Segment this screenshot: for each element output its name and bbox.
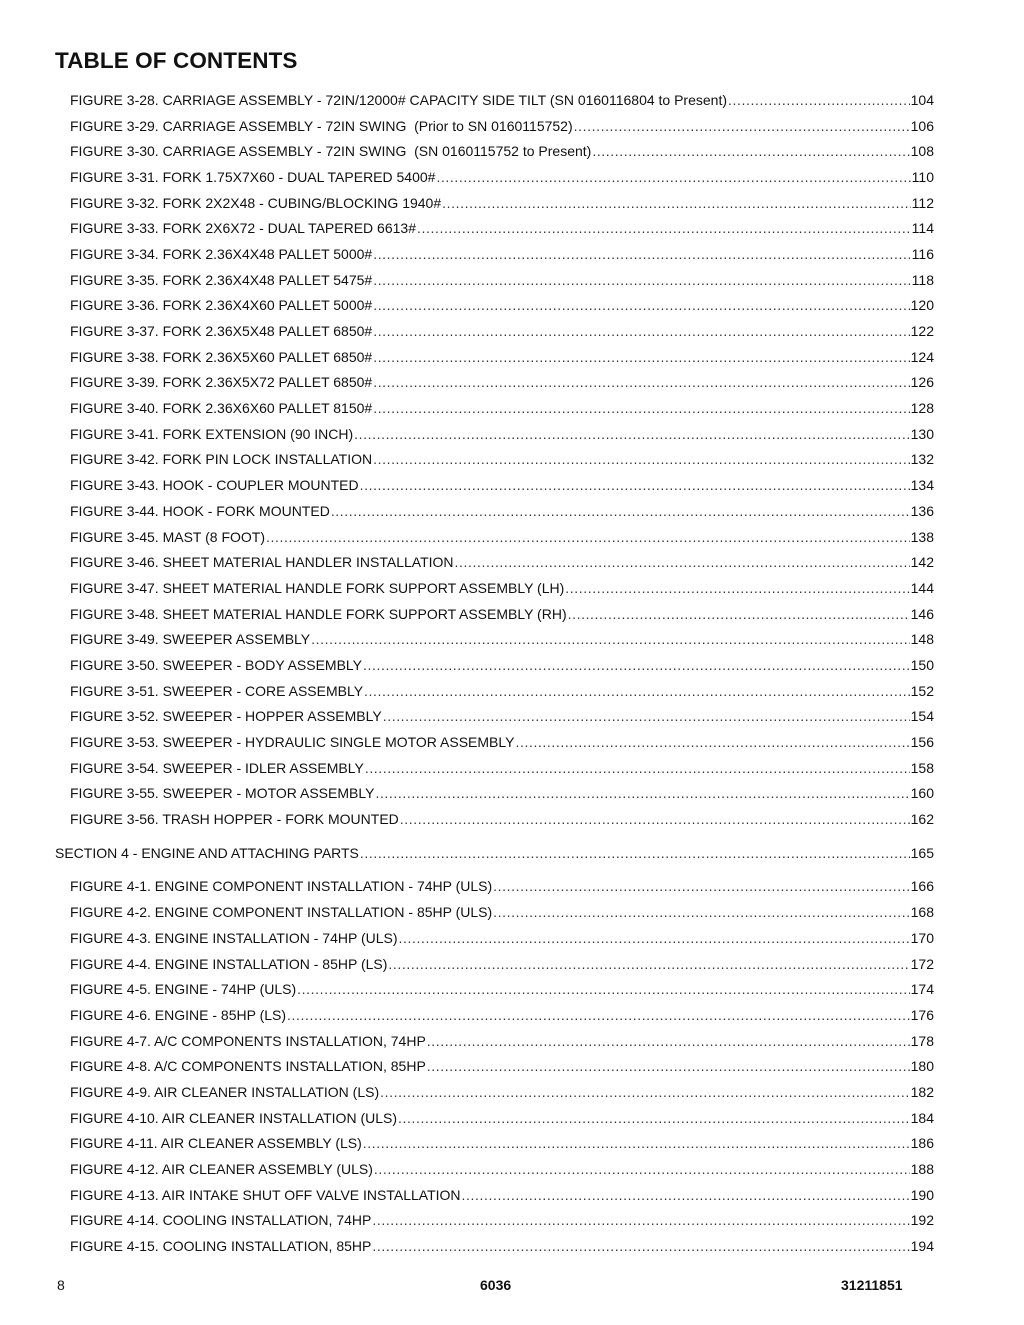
toc-entry-page-number: 168	[910, 904, 934, 921]
dot-leader	[331, 503, 910, 519]
toc-entry-label: FIGURE 4-13. AIR INTAKE SHUT OFF VALVE INSTALLATION	[70, 1186, 461, 1203]
dot-leader	[373, 400, 909, 416]
dot-leader	[372, 1212, 909, 1228]
dot-leader	[374, 1161, 910, 1177]
toc-figure-entry[interactable]	[0, 1002, 1024, 1028]
toc-figure-entry[interactable]	[0, 524, 1024, 550]
toc-figure-entry[interactable]	[0, 1079, 1024, 1105]
toc-figure-entry[interactable]	[0, 781, 1024, 807]
dot-leader	[427, 1033, 910, 1049]
toc-entry-page-number: 186	[910, 1135, 934, 1152]
footer-model: 6036	[480, 1277, 512, 1293]
toc-entry-label: FIGURE 3-36. FORK 2.36X4X60 PALLET 5000#	[70, 297, 373, 314]
toc-figure-entry[interactable]	[0, 344, 1024, 370]
toc-entry-label: SECTION 4 - ENGINE AND ATTACHING PARTS	[55, 844, 359, 861]
toc-entry-label: FIGURE 4-7. A/C COMPONENTS INSTALLATION, 74HP	[70, 1032, 426, 1049]
toc-entry-page-number: 116	[911, 245, 934, 262]
toc-entry-page-number: 128	[910, 400, 934, 417]
dot-leader	[398, 1110, 910, 1126]
toc-entry-label: FIGURE 3-37. FORK 2.36X5X48 PALLET 6850#	[70, 323, 373, 340]
toc-figure-entry[interactable]	[0, 704, 1024, 730]
toc-figure-entry[interactable]	[0, 190, 1024, 216]
toc-figure-entry[interactable]	[0, 549, 1024, 575]
dot-leader	[399, 930, 910, 946]
toc-figure-entry[interactable]	[0, 1208, 1024, 1234]
toc-entry-page-number: 162	[910, 811, 934, 828]
toc-entry-label: FIGURE 4-6. ENGINE - 85HP (LS)	[70, 1006, 287, 1023]
dot-leader	[442, 195, 911, 211]
dot-leader	[380, 1084, 910, 1100]
dot-leader	[373, 374, 909, 390]
dot-leader	[363, 657, 910, 673]
toc-figure-entry[interactable]	[0, 267, 1024, 293]
dot-leader	[427, 1058, 910, 1074]
toc-entry-label: FIGURE 3-34. FORK 2.36X4X48 PALLET 5000#	[70, 245, 373, 262]
toc-entry-label: FIGURE 4-9. AIR CLEANER INSTALLATION (LS)	[70, 1083, 380, 1100]
toc-figure-entry[interactable]	[0, 447, 1024, 473]
toc-entry-page-number: 148	[910, 631, 934, 648]
dot-leader	[565, 580, 909, 596]
dot-leader	[455, 554, 910, 570]
table-of-contents	[0, 87, 1024, 1259]
toc-entry-label: FIGURE 4-12. AIR CLEANER ASSEMBLY (ULS)	[70, 1161, 373, 1178]
dot-leader	[360, 477, 910, 493]
toc-entry-page-number: 194	[910, 1238, 934, 1255]
toc-figure-entry[interactable]	[0, 1131, 1024, 1157]
toc-entry-page-number: 178	[910, 1032, 934, 1049]
page-title: TABLE OF CONTENTS	[55, 48, 298, 73]
dot-leader	[354, 426, 909, 442]
toc-figure-entry[interactable]	[0, 652, 1024, 678]
dot-leader	[493, 904, 909, 920]
toc-entry-page-number: 158	[910, 759, 934, 776]
toc-figure-entry[interactable]	[0, 113, 1024, 139]
toc-entry-page-number: 156	[910, 734, 934, 751]
toc-entry-label: FIGURE 3-50. SWEEPER - BODY ASSEMBLY	[70, 656, 363, 673]
toc-figure-entry[interactable]	[0, 1028, 1024, 1054]
toc-entry-page-number: 132	[910, 451, 934, 468]
toc-entry-page-number: 112	[911, 194, 934, 211]
toc-entry-label: FIGURE 3-41. FORK EXTENSION (90 INCH)	[70, 425, 354, 442]
toc-entry-label: FIGURE 4-1. ENGINE COMPONENT INSTALLATION - 74HP (ULS)	[70, 878, 493, 895]
toc-entry-label: FIGURE 3-39. FORK 2.36X5X72 PALLET 6850#	[70, 374, 373, 391]
toc-entry-label: FIGURE 3-54. SWEEPER - IDLER ASSEMBLY	[70, 759, 364, 776]
toc-figure-entry[interactable]	[0, 138, 1024, 164]
toc-entry-label: FIGURE 3-46. SHEET MATERIAL HANDLER INSTALLATION	[70, 554, 454, 571]
toc-entry-label: FIGURE 3-42. FORK PIN LOCK INSTALLATION	[70, 451, 373, 468]
toc-figure-entry[interactable]	[0, 729, 1024, 755]
toc-figure-entry[interactable]	[0, 421, 1024, 447]
toc-entry-page-number: 152	[910, 682, 934, 699]
toc-entry-page-number: 188	[910, 1161, 934, 1178]
dot-leader	[373, 246, 910, 262]
toc-figure-entry[interactable]	[0, 678, 1024, 704]
toc-figure-entry[interactable]	[0, 899, 1024, 925]
toc-figure-entry[interactable]	[0, 472, 1024, 498]
toc-entry-label: FIGURE 4-5. ENGINE - 74HP (ULS)	[70, 981, 297, 998]
dot-leader	[365, 760, 910, 776]
toc-figure-entry[interactable]	[0, 318, 1024, 344]
toc-figure-entry[interactable]	[0, 951, 1024, 977]
toc-figure-entry[interactable]	[0, 806, 1024, 832]
toc-entry-page-number: 184	[910, 1109, 934, 1126]
toc-entry-page-number: 160	[910, 785, 934, 802]
dot-leader	[373, 297, 909, 313]
dot-leader	[388, 956, 909, 972]
toc-figure-entry[interactable]	[0, 498, 1024, 524]
dot-leader	[375, 785, 909, 801]
toc-entry-page-number: 170	[910, 929, 934, 946]
toc-entry-label: FIGURE 3-29. CARRIAGE ASSEMBLY - 72IN SWING (Prior to SN 0160115752)	[70, 117, 573, 134]
toc-entry-label: FIGURE 3-33. FORK 2X6X72 - DUAL TAPERED 6613#	[70, 220, 416, 237]
toc-entry-page-number: 174	[910, 981, 934, 998]
dot-leader	[364, 683, 910, 699]
toc-entry-label: FIGURE 4-10. AIR CLEANER INSTALLATION (ULS)	[70, 1109, 398, 1126]
toc-entry-page-number: 134	[910, 477, 934, 494]
toc-entry-page-number: 126	[910, 374, 934, 391]
dot-leader	[462, 1187, 910, 1203]
toc-entry-page-number: 146	[910, 605, 934, 622]
dot-leader	[515, 734, 909, 750]
footer-part-number: 31211851	[841, 1277, 903, 1293]
toc-entry-label: FIGURE 4-11. AIR CLEANER ASSEMBLY (LS)	[70, 1135, 362, 1152]
dot-leader	[568, 606, 910, 622]
toc-entry-page-number: 172	[910, 955, 934, 972]
dot-leader	[574, 118, 910, 134]
toc-figure-entry[interactable]	[0, 1156, 1024, 1182]
toc-entry-label: FIGURE 4-2. ENGINE COMPONENT INSTALLATION - 85HP (ULS)	[70, 904, 493, 921]
dot-leader	[311, 631, 909, 647]
toc-entry-page-number: 136	[910, 502, 934, 519]
toc-entry-page-number: 192	[910, 1212, 934, 1229]
toc-entry-page-number: 150	[910, 656, 934, 673]
toc-figure-entry[interactable]	[0, 1182, 1024, 1208]
dot-leader	[417, 220, 911, 236]
dot-leader	[400, 811, 910, 827]
toc-section-entry[interactable]	[0, 840, 1024, 866]
toc-entry-label: FIGURE 3-28. CARRIAGE ASSEMBLY - 72IN/12000# CAPACITY SIDE TILT (SN 0160116804 to Present)	[70, 91, 728, 108]
toc-entry-label: FIGURE 3-43. HOOK - COUPLER MOUNTED	[70, 477, 359, 494]
dot-leader	[373, 349, 909, 365]
toc-entry-page-number: 104	[910, 91, 934, 108]
toc-figure-entry[interactable]	[0, 755, 1024, 781]
toc-entry-label: FIGURE 3-52. SWEEPER - HOPPER ASSEMBLY	[70, 708, 382, 725]
toc-entry-page-number: 118	[911, 271, 934, 288]
toc-entry-label: FIGURE 3-31. FORK 1.75X7X60 - DUAL TAPERED 5400#	[70, 168, 436, 185]
toc-entry-label: FIGURE 3-56. TRASH HOPPER - FORK MOUNTED	[70, 811, 399, 828]
footer-page-number: 8	[57, 1277, 65, 1293]
toc-figure-entry[interactable]	[0, 1233, 1024, 1259]
toc-entry-label: FIGURE 3-55. SWEEPER - MOTOR ASSEMBLY	[70, 785, 375, 802]
toc-entry-label: FIGURE 3-40. FORK 2.36X6X60 PALLET 8150#	[70, 400, 373, 417]
dot-leader	[493, 878, 909, 894]
dot-leader	[360, 845, 910, 861]
toc-entry-label: FIGURE 4-15. COOLING INSTALLATION, 85HP	[70, 1238, 372, 1255]
dot-leader	[297, 981, 910, 997]
toc-entry-page-number: 114	[911, 220, 934, 237]
toc-figure-entry[interactable]	[0, 241, 1024, 267]
toc-entry-label: FIGURE 4-8. A/C COMPONENTS INSTALLATION, 85HP	[70, 1058, 426, 1075]
toc-entry-label: FIGURE 3-44. HOOK - FORK MOUNTED	[70, 502, 330, 519]
toc-entry-page-number: 110	[911, 168, 934, 185]
toc-entry-label: FIGURE 3-48. SHEET MATERIAL HANDLE FORK SUPPORT ASSEMBLY (RH)	[70, 605, 567, 622]
toc-entry-page-number: 182	[910, 1083, 934, 1100]
dot-leader	[436, 169, 910, 185]
dot-leader	[363, 1135, 910, 1151]
toc-figure-entry[interactable]	[0, 87, 1024, 113]
toc-entry-page-number: 106	[910, 117, 934, 134]
toc-entry-page-number: 165	[910, 844, 934, 861]
toc-figure-entry[interactable]	[0, 395, 1024, 421]
toc-figure-entry[interactable]	[0, 626, 1024, 652]
dot-leader	[373, 451, 910, 467]
toc-entry-page-number: 190	[910, 1186, 934, 1203]
toc-figure-entry[interactable]	[0, 601, 1024, 627]
dot-leader	[383, 708, 910, 724]
toc-entry-page-number: 130	[910, 425, 934, 442]
toc-entry-label: FIGURE 3-32. FORK 2X2X48 - CUBING/BLOCKING 1940#	[70, 194, 442, 211]
toc-figure-entry[interactable]	[0, 874, 1024, 900]
toc-entry-page-number: 154	[910, 708, 934, 725]
toc-figure-entry[interactable]	[0, 925, 1024, 951]
toc-figure-entry[interactable]	[0, 293, 1024, 319]
toc-entry-label: FIGURE 3-38. FORK 2.36X5X60 PALLET 6850#	[70, 348, 373, 365]
toc-entry-label: FIGURE 3-45. MAST (8 FOOT)	[70, 528, 265, 545]
toc-figure-entry[interactable]	[0, 1105, 1024, 1131]
toc-entry-label: FIGURE 3-53. SWEEPER - HYDRAULIC SINGLE MOTOR ASSEMBLY	[70, 734, 515, 751]
toc-entry-page-number: 122	[910, 323, 934, 340]
toc-entry-page-number: 180	[910, 1058, 934, 1075]
dot-leader	[373, 272, 910, 288]
toc-entry-page-number: 108	[910, 143, 934, 160]
toc-entry-page-number: 120	[910, 297, 934, 314]
toc-entry-page-number: 176	[910, 1006, 934, 1023]
toc-entry-page-number: 142	[910, 554, 934, 571]
toc-figure-entry[interactable]	[0, 976, 1024, 1002]
toc-figure-entry[interactable]	[0, 575, 1024, 601]
toc-entry-label: FIGURE 4-3. ENGINE INSTALLATION - 74HP (ULS)	[70, 929, 398, 946]
toc-entry-label: FIGURE 4-4. ENGINE INSTALLATION - 85HP (LS)	[70, 955, 388, 972]
toc-entry-label: FIGURE 3-30. CARRIAGE ASSEMBLY - 72IN SWING (SN 0160115752 to Present)	[70, 143, 592, 160]
page-footer	[0, 1277, 1024, 1297]
toc-entry-label: FIGURE 3-35. FORK 2.36X4X48 PALLET 5475#	[70, 271, 373, 288]
toc-entry-label: FIGURE 3-49. SWEEPER ASSEMBLY	[70, 631, 311, 648]
toc-entry-page-number: 138	[910, 528, 934, 545]
dot-leader	[372, 1238, 909, 1254]
dot-leader	[728, 92, 910, 108]
toc-entry-label: FIGURE 3-47. SHEET MATERIAL HANDLE FORK SUPPORT ASSEMBLY (LH)	[70, 579, 565, 596]
dot-leader	[266, 529, 910, 545]
toc-entry-page-number: 166	[910, 878, 934, 895]
toc-figure-entry[interactable]	[0, 1053, 1024, 1079]
toc-figure-entry[interactable]	[0, 164, 1024, 190]
dot-leader	[373, 323, 909, 339]
toc-entry-page-number: 124	[910, 348, 934, 365]
toc-figure-entry[interactable]	[0, 370, 1024, 396]
dot-leader	[592, 143, 909, 159]
toc-entry-label: FIGURE 4-14. COOLING INSTALLATION, 74HP	[70, 1212, 372, 1229]
toc-entry-label: FIGURE 3-51. SWEEPER - CORE ASSEMBLY	[70, 682, 364, 699]
dot-leader	[287, 1007, 910, 1023]
toc-entry-page-number: 144	[910, 579, 934, 596]
toc-figure-entry[interactable]	[0, 215, 1024, 241]
